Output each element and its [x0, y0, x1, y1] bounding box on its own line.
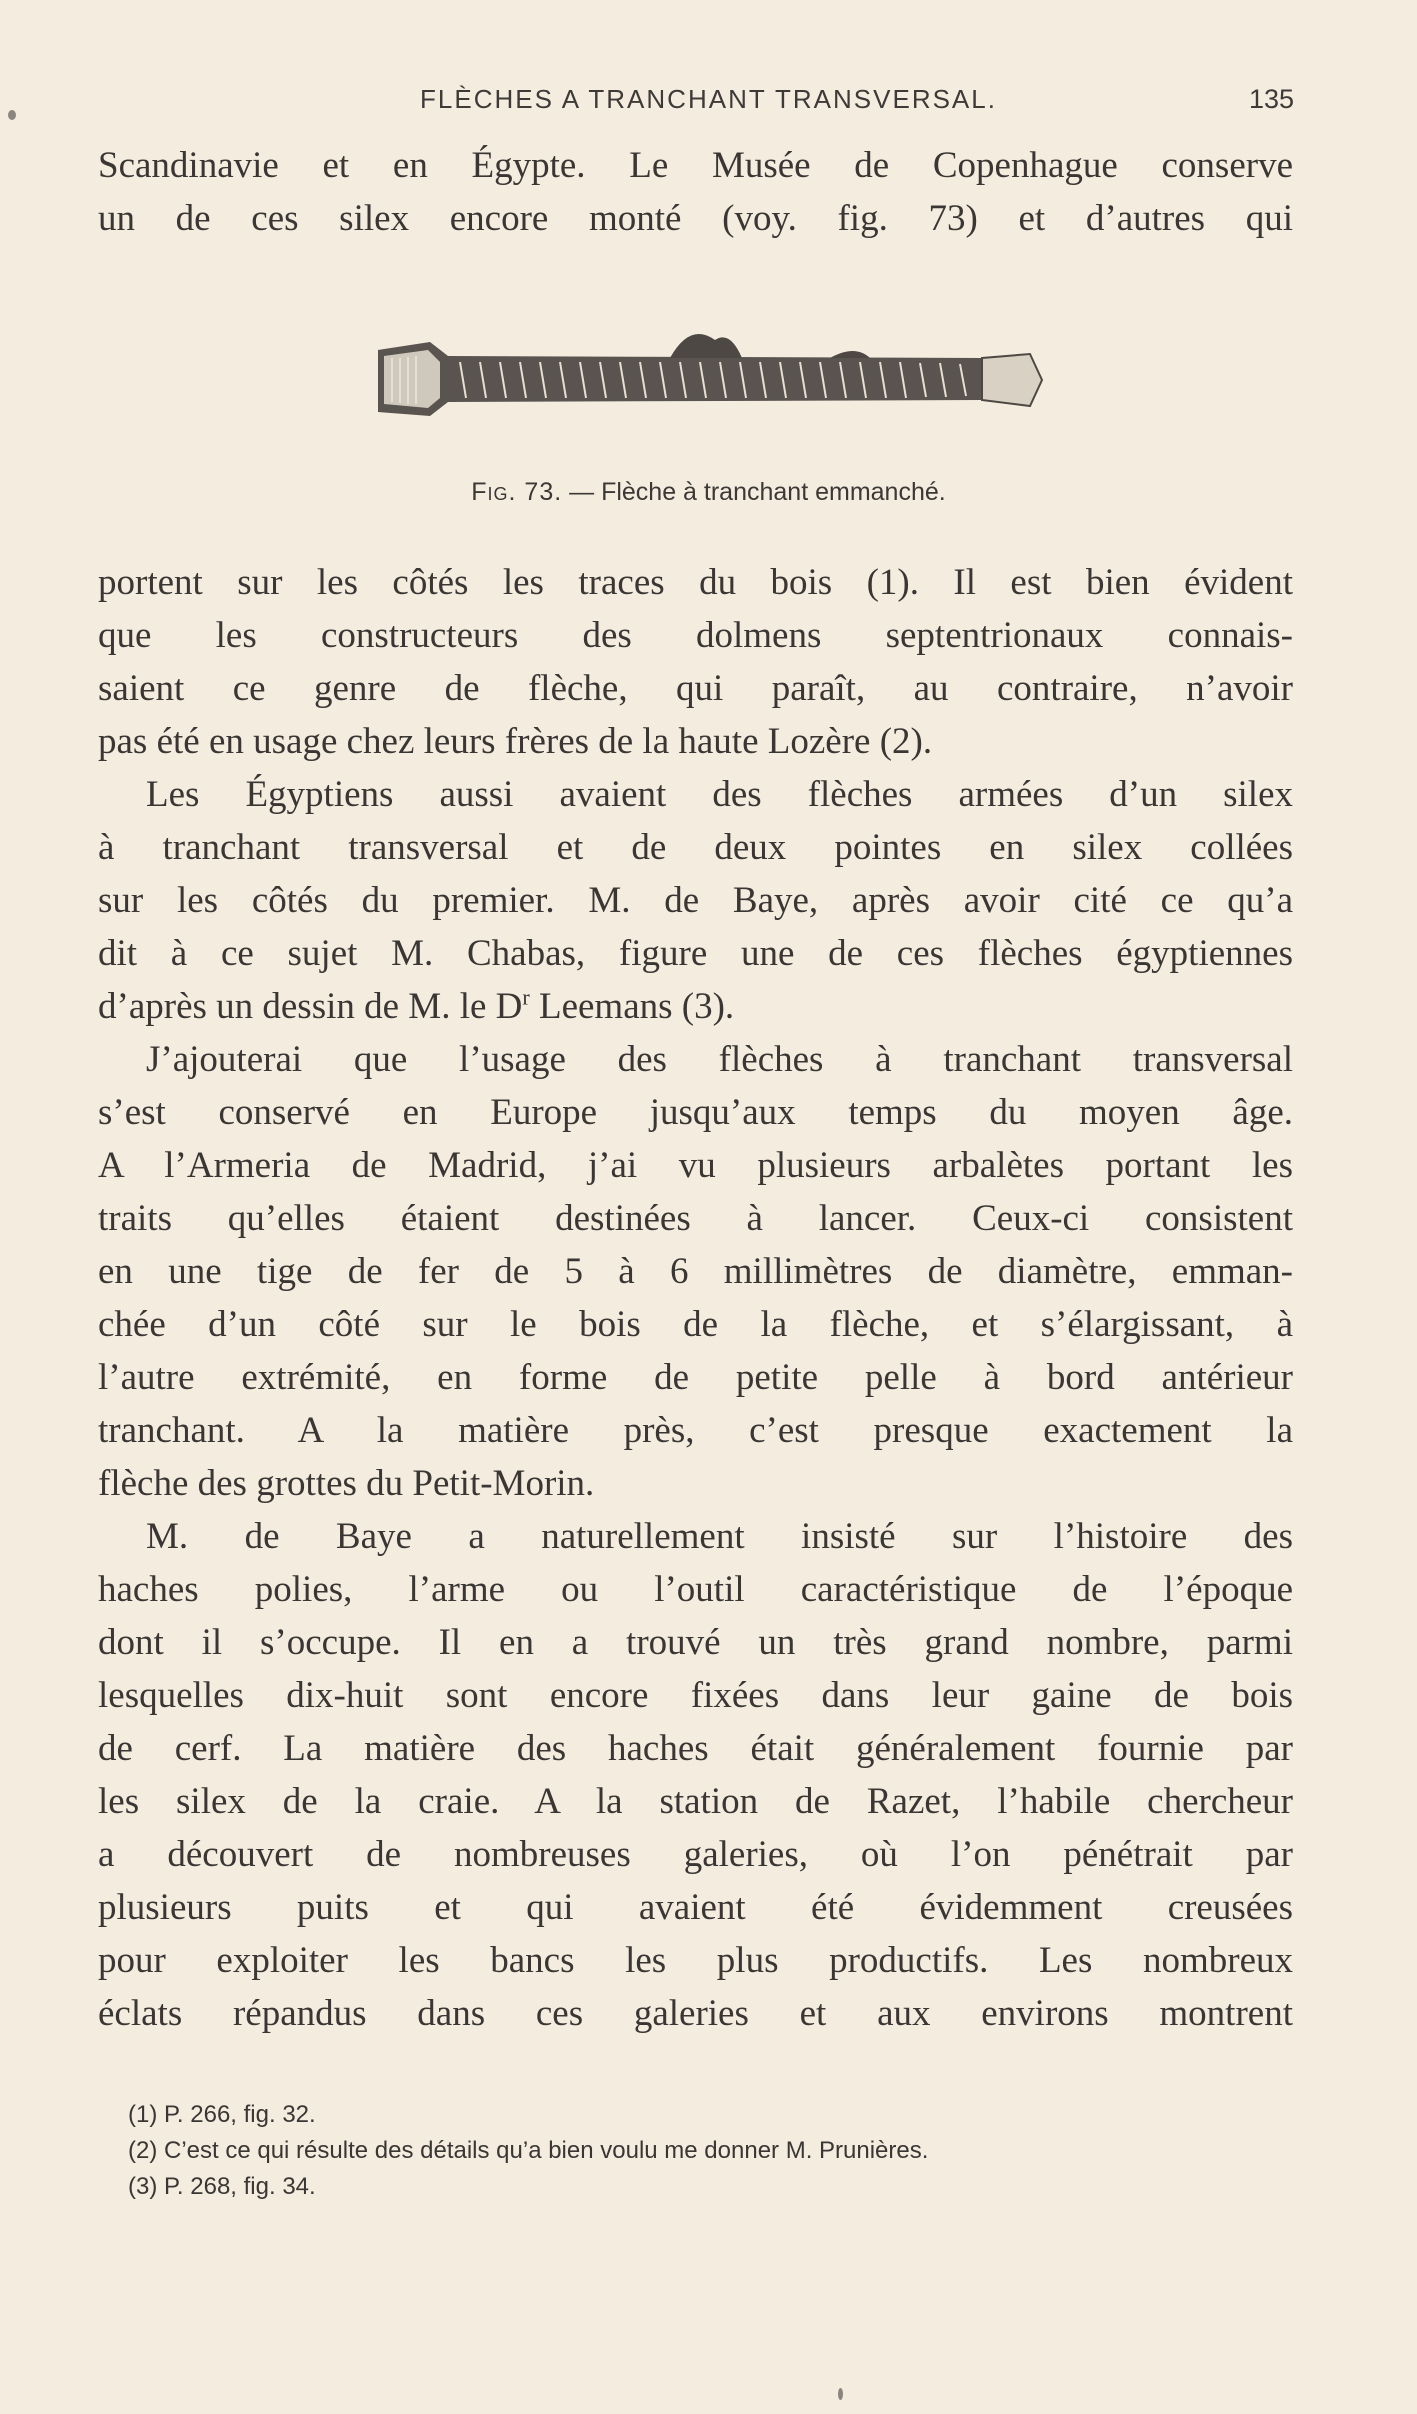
body-text	[98, 556, 1293, 2040]
page-number: 135	[1248, 84, 1294, 114]
text-line: pour exploiter les bancs les plus productifs. Les nombreux	[98, 1940, 1293, 1981]
footnote: (3) P. 268, fig. 34.	[128, 2173, 316, 2200]
text-line: flèche des grottes du Petit-Morin.	[98, 1463, 595, 1504]
text-line: les silex de la craie. A la station de Razet, l’habile chercheur	[98, 1781, 1293, 1822]
superscript: r	[522, 984, 530, 1010]
line-text: d’après un dessin de M. le D	[98, 986, 523, 1027]
binding-knot	[670, 334, 742, 358]
binding-wrap	[830, 351, 870, 358]
text-line: sur les côtés du premier. M. de Baye, après avoir cité ce qu’a	[98, 880, 1293, 921]
text-line: chée d’un côté sur le bois de la flèche, et s’élargissant, à	[98, 1304, 1293, 1345]
page-header	[0, 84, 1417, 124]
text-line: lesquelles dix-huit sont encore fixées dans leur gaine de bois	[98, 1675, 1293, 1716]
text-line: Scandinavie et en Égypte. Le Musée de Copenhague conserve	[98, 145, 1293, 186]
paper-speck	[838, 2388, 843, 2400]
text-line: dont il s’occupe. Il en a trouvé un très grand nombre, parmi	[98, 1622, 1293, 1663]
footnote: (1) P. 266, fig. 32.	[128, 2101, 316, 2128]
figure-number: Fig. 73.	[471, 478, 563, 506]
figure-caption	[0, 478, 1417, 507]
running-title: FLÈCHES A TRANCHANT TRANSVERSAL.	[420, 84, 997, 114]
text-line: que les constructeurs des dolmens septentrionaux connais-	[98, 615, 1293, 656]
arrow-engraving-figure	[370, 300, 1050, 460]
text-line: tranchant. A la matière près, c’est presque exactement la	[98, 1410, 1293, 1451]
text-line: dit à ce sujet M. Chabas, figure une de ces flèches égyptiennes	[98, 933, 1293, 974]
line-tail: Leemans (3).	[529, 986, 735, 1027]
text-line: de cerf. La matière des haches était généralement fournie par	[98, 1728, 1293, 1769]
text-line: plusieurs puits et qui avaient été évidemment creusées	[98, 1887, 1293, 1928]
text-line: Les Égyptiens aussi avaient des flèches armées d’un silex	[146, 774, 1293, 815]
text-line: pas été en usage chez leurs frères de la haute Lozère (2).	[98, 721, 933, 762]
text-line: J’ajouterai que l’usage des flèches à tranchant transversal	[146, 1039, 1293, 1080]
text-line: M. de Baye a naturellement insisté sur l’histoire des	[146, 1516, 1293, 1557]
text-line: A l’Armeria de Madrid, j’ai vu plusieurs arbalètes portant les	[98, 1145, 1293, 1186]
paper-speck	[8, 110, 16, 120]
text-line: saient ce genre de flèche, qui paraît, au contraire, n’avoir	[98, 668, 1293, 709]
text-line: a découvert de nombreuses galeries, où l’on pénétrait par	[98, 1834, 1293, 1875]
text-line-with-superscript	[98, 980, 1293, 1033]
text-line: l’autre extrémité, en forme de petite pelle à bord antérieur	[98, 1357, 1293, 1398]
flint-tip	[982, 354, 1042, 406]
text-line: s’est conservé en Europe jusqu’aux temps du moyen âge.	[98, 1092, 1293, 1133]
footnotes	[128, 2097, 1268, 2205]
figure-title: — Flèche à tranchant emmanché.	[562, 478, 946, 506]
paragraph-continued	[98, 139, 1293, 245]
text-line: à tranchant transversal et de deux pointes en silex collées	[98, 827, 1293, 868]
text-line: un de ces silex encore monté (voy. fig. 73) et d’autres qui	[98, 198, 1293, 239]
footnote: (2) C’est ce qui résulte des détails qu’a bien voulu me donner M. Prunières.	[128, 2137, 929, 2164]
text-line: haches polies, l’arme ou l’outil caractéristique de l’époque	[98, 1569, 1293, 1610]
text-line: éclats répandus dans ces galeries et aux environs montrent	[98, 1993, 1293, 2034]
text-line: traits qu’elles étaient destinées à lancer. Ceux-ci consistent	[98, 1198, 1293, 1239]
text-line: portent sur les côtés les traces du bois (1). Il est bien évident	[98, 562, 1293, 603]
text-line: en une tige de fer de 5 à 6 millimètres de diamètre, emman-	[98, 1251, 1293, 1292]
